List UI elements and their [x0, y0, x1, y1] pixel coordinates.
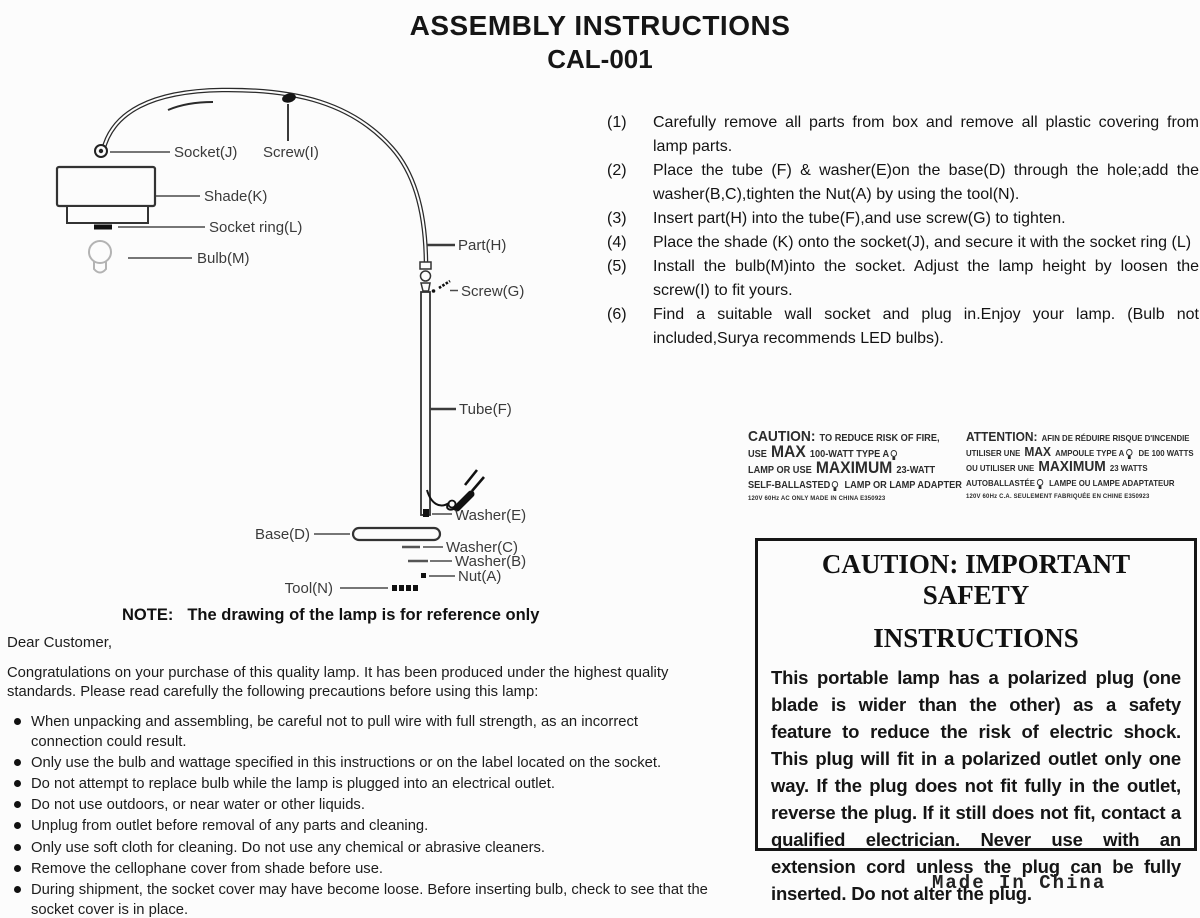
- caution-fr-line1: [966, 429, 1190, 445]
- label-washer-c: Washer(C): [446, 539, 518, 556]
- page-title: ASSEMBLY INSTRUCTIONS: [409, 10, 791, 41]
- bulb-drawing: [89, 241, 111, 273]
- step-6: [607, 303, 1199, 351]
- label-tool-n: Tool(N): [284, 580, 333, 597]
- bulb-icon: [1126, 449, 1132, 456]
- label-screw-g: Screw(G): [461, 283, 525, 300]
- caution-label-english: [748, 428, 962, 505]
- note-text: The drawing of the lamp is for reference only: [187, 606, 540, 624]
- salutation: Dear Customer,: [7, 634, 113, 651]
- label-socket-j: Socket(J): [174, 144, 238, 161]
- step-2: [607, 159, 1199, 207]
- step-number: (6): [607, 306, 627, 323]
- step-text: Find a suitable wall socket and plug in.Enjoy your lamp. (Bulb not included,Surya recommends LED bulbs).: [653, 306, 1199, 347]
- caution-text: LAMP OR LAMP ADAPTER: [844, 480, 962, 491]
- caution-word: CAUTION:: [748, 428, 816, 445]
- caution-en-line3: [748, 458, 949, 477]
- caution-text: TO REDUCE RISK OF FIRE,: [819, 433, 940, 444]
- base-drawing: [353, 528, 440, 540]
- screw-g-drawing: [432, 281, 458, 293]
- joint-drawing: [420, 262, 431, 291]
- caution-text: LAMPE OU LAMPE ADAPTATEUR: [1049, 478, 1175, 488]
- shade-drawing-lower: [67, 206, 148, 223]
- bulb-icon: [832, 481, 838, 488]
- precaution-item: Unplug from outlet before removal of any parts and cleaning.: [7, 816, 713, 836]
- caution-en-line4: [748, 477, 962, 492]
- precaution-item: When unpacking and assembling, be careful not to pull wire with full strength, as an incorrect connection could result.: [7, 712, 713, 752]
- shade-drawing-upper: [57, 167, 155, 206]
- label-screw-i: Screw(I): [263, 144, 319, 161]
- nut-a-drawing: [421, 573, 426, 578]
- step-number: (5): [607, 258, 627, 275]
- arc-highlight: [168, 102, 213, 110]
- caution-text: AUTOBALLASTÉE: [966, 478, 1035, 488]
- socket-j-center: [99, 149, 103, 153]
- safety-box-body: This portable lamp has a polarized plug (one blade is wider than the other) as a safety feature to reduce the risk of electric shock. This plug will fit in a polarized outlet only one way. If the plug does not fit fully in the outlet, reverse the plug. If it still does not fit, contact a qualified electrician. Never use with an extension cord unless the plug can be fully inserted. Do not alter the plug.: [771, 667, 1181, 905]
- label-part-h: Part(H): [458, 237, 507, 254]
- label-socket-ring-l: Socket ring(L): [209, 219, 303, 236]
- step-number: (4): [607, 234, 627, 251]
- bulb-icon: [891, 450, 897, 457]
- precaution-item: Only use soft cloth for cleaning. Do not use any chemical or abrasive cleaners.: [7, 838, 713, 858]
- caution-fr-line3: [966, 460, 1187, 475]
- caution-text: USE: [748, 449, 767, 460]
- note-label: NOTE:: [122, 606, 174, 624]
- caution-text: AMPOULE TYPE A: [1055, 448, 1125, 458]
- caution-text: UTILISER UNE: [966, 448, 1021, 458]
- step-text: Place the tube (F) & washer(E)on the base(D) through the hole;add the washer(B,C),tighten the Nut(A) by using the tool(N).: [653, 162, 1199, 203]
- caution-fr-line4: [966, 475, 1187, 490]
- letter-intro: Congratulations on your purchase of this quality lamp. It has been produced under the highest quality standards. Please read carefully the following precautions before using this lamp:: [7, 665, 669, 700]
- caution-en-fineprint: 120V 60Hz AC ONLY MADE IN CHINA E350923: [748, 495, 886, 502]
- precaution-item: Do not attempt to replace bulb while the lamp is plugged into an electrical outlet.: [7, 774, 713, 794]
- caution-text: MAXIMUM: [1038, 458, 1106, 475]
- customer-letter: [7, 634, 713, 918]
- caution-fr-fineprint: 120V 60Hz C.A. SEULEMENT FABRIQUÉE EN CHINE E350923: [966, 493, 1150, 500]
- step-text: Carefully remove all parts from box and remove all plastic covering from lamp parts.: [653, 114, 1199, 155]
- power-cord-drawing: [427, 470, 484, 510]
- washer-e-drawing: [423, 509, 429, 517]
- caution-label-french: [966, 429, 1194, 503]
- assembly-steps: [607, 111, 1199, 351]
- caution-text: LAMP OR USE: [748, 465, 812, 476]
- step-text: Insert part(H) into the tube(F),and use screw(G) to tighten.: [653, 210, 1066, 227]
- step-text: Install the bulb(M)into the socket. Adjust the lamp height by loosen the screw(I) to fit yours.: [653, 258, 1199, 299]
- label-washer-b: Washer(B): [455, 553, 527, 570]
- lamp-diagram: [0, 0, 620, 610]
- safety-box-title-line2: INSTRUCTIONS: [873, 623, 1079, 654]
- model-number: CAL-001: [547, 44, 653, 74]
- caution-text: DE 100 WATTS: [1138, 448, 1194, 458]
- caution-word: ATTENTION:: [966, 429, 1038, 444]
- caution-text: 23 WATTS: [1109, 463, 1148, 473]
- safety-box-title-line1: CAUTION: IMPORTANT SAFETY: [821, 549, 1131, 611]
- caution-text: 100-WATT TYPE A: [809, 449, 890, 460]
- tube-drawing: [421, 292, 430, 515]
- caution-text: OU UTILISER UNE: [966, 463, 1035, 473]
- label-tube-f: Tube(F): [459, 401, 512, 418]
- precaution-item: Remove the cellophane cover from shade before use.: [7, 859, 713, 879]
- bulb-icon: [1037, 479, 1043, 486]
- caution-text: MAX: [1024, 444, 1051, 459]
- label-shade-k: Shade(K): [204, 188, 268, 205]
- step-text: Place the shade (K) onto the socket(J), and secure it with the socket ring (L): [653, 234, 1192, 251]
- caution-text: MAXIMUM: [815, 458, 893, 477]
- precaution-item: During shipment, the socket cover may have become loose. Before inserting bulb, check to see that the socket cover is in place.: [7, 880, 713, 918]
- reference-note: [122, 606, 539, 625]
- made-in-china-text: Made In China: [932, 872, 1107, 894]
- step-number: (1): [607, 114, 627, 131]
- step-4: [607, 231, 1199, 255]
- precaution-item: Do not use outdoors, or near water or other liquids.: [7, 795, 713, 815]
- caution-text: AFIN DE RÉDUIRE RISQUE D'INCENDIE: [1041, 433, 1190, 443]
- precaution-item: Only use the bulb and wattage specified in this instructions or on the label located on the socket.: [7, 753, 713, 773]
- step-number: (3): [607, 210, 627, 227]
- label-nut-a: Nut(A): [458, 568, 502, 585]
- step-1: [607, 111, 1199, 159]
- caution-text: 23-WATT: [896, 465, 936, 476]
- precaution-list: [7, 712, 713, 918]
- label-washer-e: Washer(E): [455, 507, 527, 524]
- label-bulb-m: Bulb(M): [197, 250, 250, 267]
- label-base-d: Base(D): [254, 526, 310, 543]
- step-number: (2): [607, 162, 627, 179]
- step-5: [607, 255, 1199, 303]
- caution-text: MAX: [771, 442, 806, 461]
- step-3: [607, 207, 1199, 231]
- caution-text: SELF-BALLASTED: [748, 480, 831, 491]
